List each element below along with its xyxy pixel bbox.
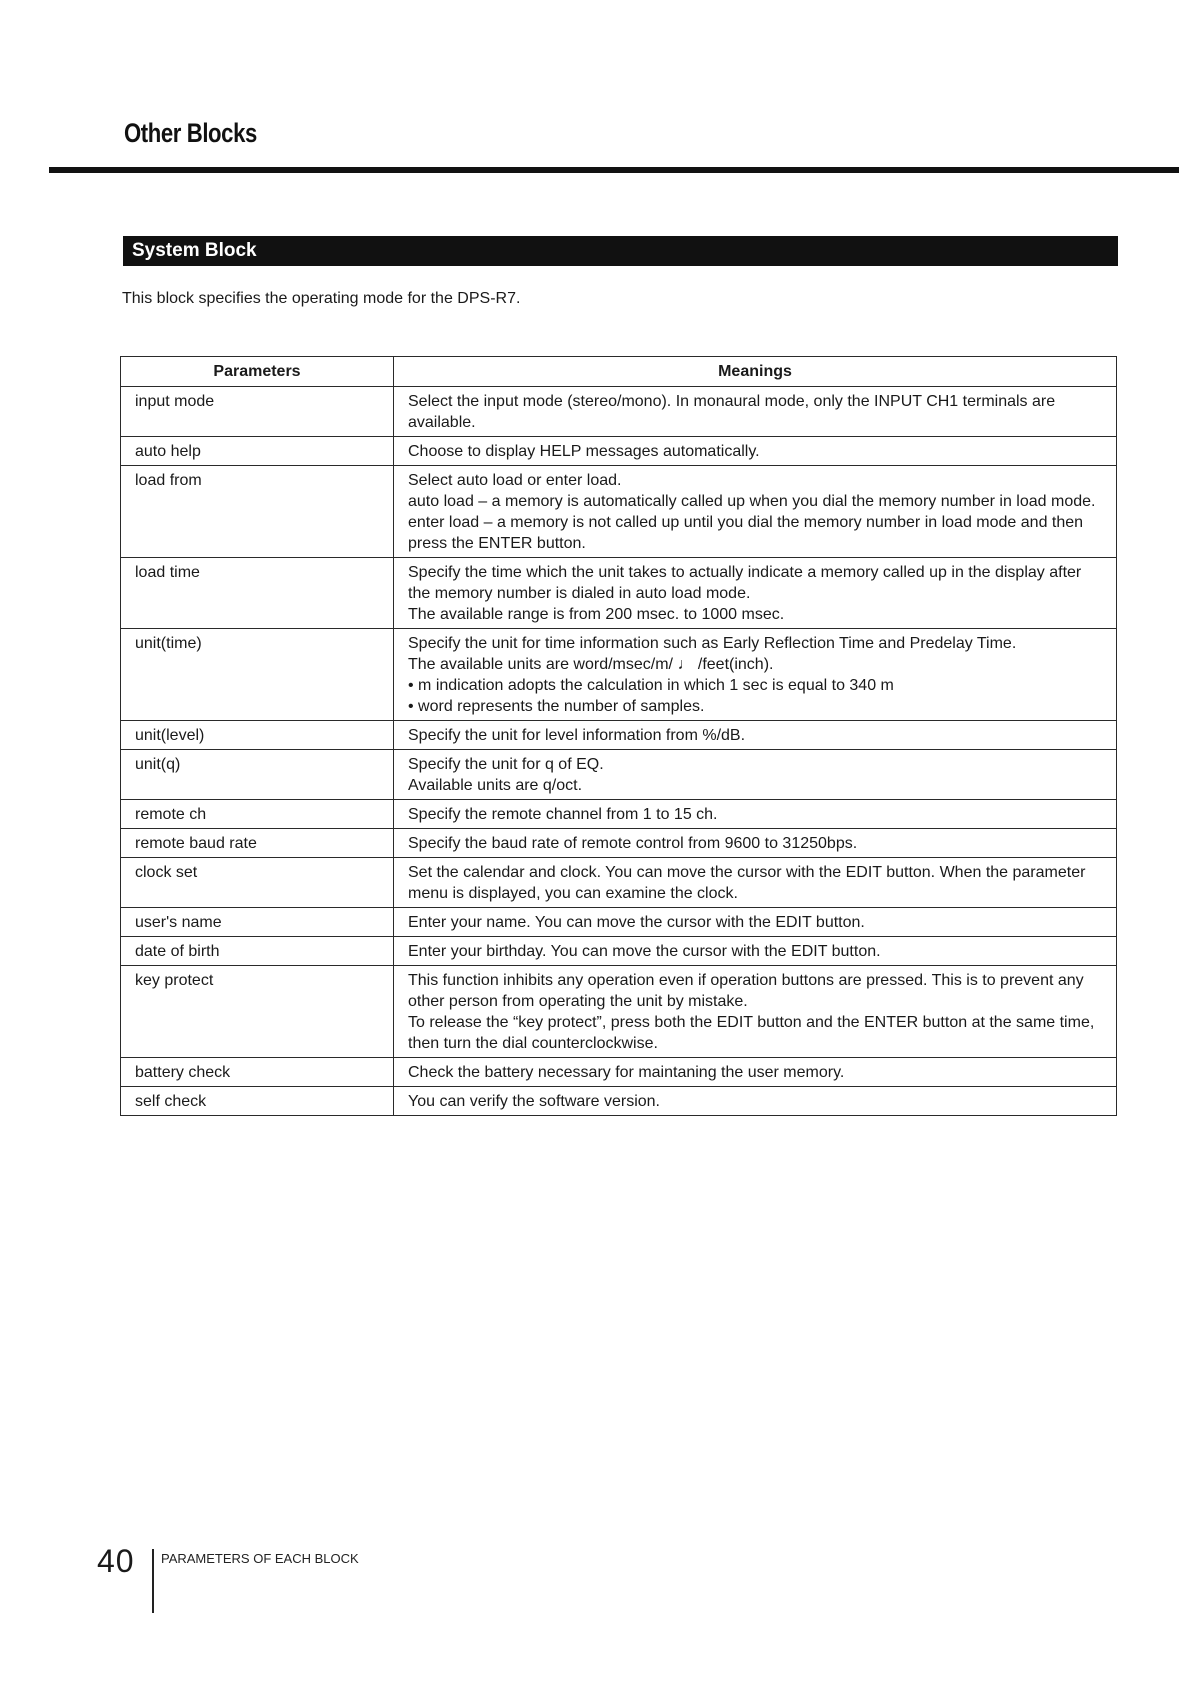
- meaning-cell: [394, 629, 1117, 721]
- meaning-cell: [394, 437, 1117, 466]
- meaning-line: Specify the unit for time information such as Early Reflection Time and Predelay Time.: [408, 635, 1017, 652]
- parameter-cell: date of birth: [121, 937, 394, 966]
- parameter-cell: self check: [121, 1087, 394, 1116]
- section-title: Other Blocks: [124, 118, 257, 148]
- parameter-cell: input mode: [121, 387, 394, 437]
- table-row: [121, 466, 1117, 558]
- parameter-cell: unit(q): [121, 750, 394, 800]
- meaning-cell: [394, 966, 1117, 1058]
- block-title-bar: [123, 236, 1118, 266]
- table-row: [121, 387, 1117, 437]
- table-row: [121, 437, 1117, 466]
- meaning-cell: [394, 908, 1117, 937]
- meaning-line: Specify the baud rate of remote control from 9600 to 31250bps.: [408, 835, 858, 852]
- meanings-header: Meanings: [394, 357, 1117, 387]
- meaning-line: • m indication adopts the calculation in which 1 sec is equal to 340 m: [408, 677, 894, 694]
- table-row: [121, 858, 1117, 908]
- parameter-cell: auto help: [121, 437, 394, 466]
- parameter-cell: clock set: [121, 858, 394, 908]
- meaning-cell: [394, 937, 1117, 966]
- meaning-line: auto load – a memory is automatically called up when you dial the memory number in load mode.: [408, 493, 1096, 510]
- table-body: [121, 387, 1117, 1116]
- parameters-header: Parameters: [121, 357, 394, 387]
- meaning-line: The available units are word/msec/m/ ♩ /feet(inch).: [408, 656, 774, 673]
- table-row: [121, 558, 1117, 629]
- parameter-cell: remote ch: [121, 800, 394, 829]
- meaning-cell: [394, 1058, 1117, 1087]
- meaning-line: Specify the unit for level information from %/dB.: [408, 727, 746, 744]
- meaning-line: Specify the time which the unit takes to actually indicate a memory called up in the display after the memory number is dialed in auto load mode.: [408, 564, 1082, 602]
- meaning-line: Specify the remote channel from 1 to 15 ch.: [408, 806, 718, 823]
- meaning-cell: [394, 1087, 1117, 1116]
- meaning-line: This function inhibits any operation even if operation buttons are pressed. This is to prevent any other person from operating the unit by mistake.: [408, 972, 1084, 1010]
- meaning-line: To release the “key protect”, press both the EDIT button and the ENTER button at the same time, then turn the dial counterclockwise.: [408, 1014, 1095, 1052]
- meaning-cell: [394, 750, 1117, 800]
- block-title: System Block: [132, 240, 257, 261]
- meaning-line: Check the battery necessary for maintaning the user memory.: [408, 1064, 845, 1081]
- meaning-line: enter load – a memory is not called up until you dial the memory number in load mode and then press the ENTER button.: [408, 514, 1084, 552]
- meaning-line: Select the input mode (stereo/mono). In monaural mode, only the INPUT CH1 terminals are available.: [408, 393, 1056, 431]
- parameter-cell: load time: [121, 558, 394, 629]
- table-row: [121, 908, 1117, 937]
- table-row: [121, 829, 1117, 858]
- parameter-cell: remote baud rate: [121, 829, 394, 858]
- meaning-cell: [394, 800, 1117, 829]
- meaning-line: Enter your name. You can move the cursor with the EDIT button.: [408, 914, 865, 931]
- parameter-cell: key protect: [121, 966, 394, 1058]
- meaning-line: Choose to display HELP messages automatically.: [408, 443, 760, 460]
- parameter-cell: unit(level): [121, 721, 394, 750]
- footer-section-label: PARAMETERS OF EACH BLOCK: [161, 1551, 359, 1566]
- meaning-line: Set the calendar and clock. You can move the cursor with the EDIT button. When the parameter menu is displayed, you can examine the clock.: [408, 864, 1086, 902]
- meaning-line: Specify the unit for q of EQ.: [408, 756, 604, 773]
- footer-rule: [152, 1549, 154, 1613]
- table-row: [121, 937, 1117, 966]
- page-number: 40: [97, 1543, 135, 1579]
- meaning-line: You can verify the software version.: [408, 1093, 660, 1110]
- meaning-line: Available units are q/oct.: [408, 777, 583, 794]
- table-row: [121, 1087, 1117, 1116]
- table-row: [121, 966, 1117, 1058]
- title-rule: [49, 167, 1179, 173]
- meaning-line: The available range is from 200 msec. to 1000 msec.: [408, 606, 785, 623]
- meaning-line: Select auto load or enter load.: [408, 472, 622, 489]
- meaning-cell: [394, 466, 1117, 558]
- parameter-cell: battery check: [121, 1058, 394, 1087]
- meaning-cell: [394, 558, 1117, 629]
- table-row: [121, 800, 1117, 829]
- meaning-cell: [394, 829, 1117, 858]
- table-row: [121, 1058, 1117, 1087]
- meaning-line: • word represents the number of samples.: [408, 698, 705, 715]
- meaning-cell: [394, 387, 1117, 437]
- table-row: [121, 750, 1117, 800]
- parameter-cell: load from: [121, 466, 394, 558]
- parameters-table: [120, 356, 1117, 1116]
- parameter-cell: user's name: [121, 908, 394, 937]
- parameter-cell: unit(time): [121, 629, 394, 721]
- table-row: [121, 721, 1117, 750]
- meaning-cell: [394, 721, 1117, 750]
- meaning-cell: [394, 858, 1117, 908]
- intro-text: This block specifies the operating mode for the DPS-R7.: [122, 290, 521, 307]
- meaning-line: Enter your birthday. You can move the cursor with the EDIT button.: [408, 943, 881, 960]
- table-header-row: [121, 357, 1117, 387]
- table-row: [121, 629, 1117, 721]
